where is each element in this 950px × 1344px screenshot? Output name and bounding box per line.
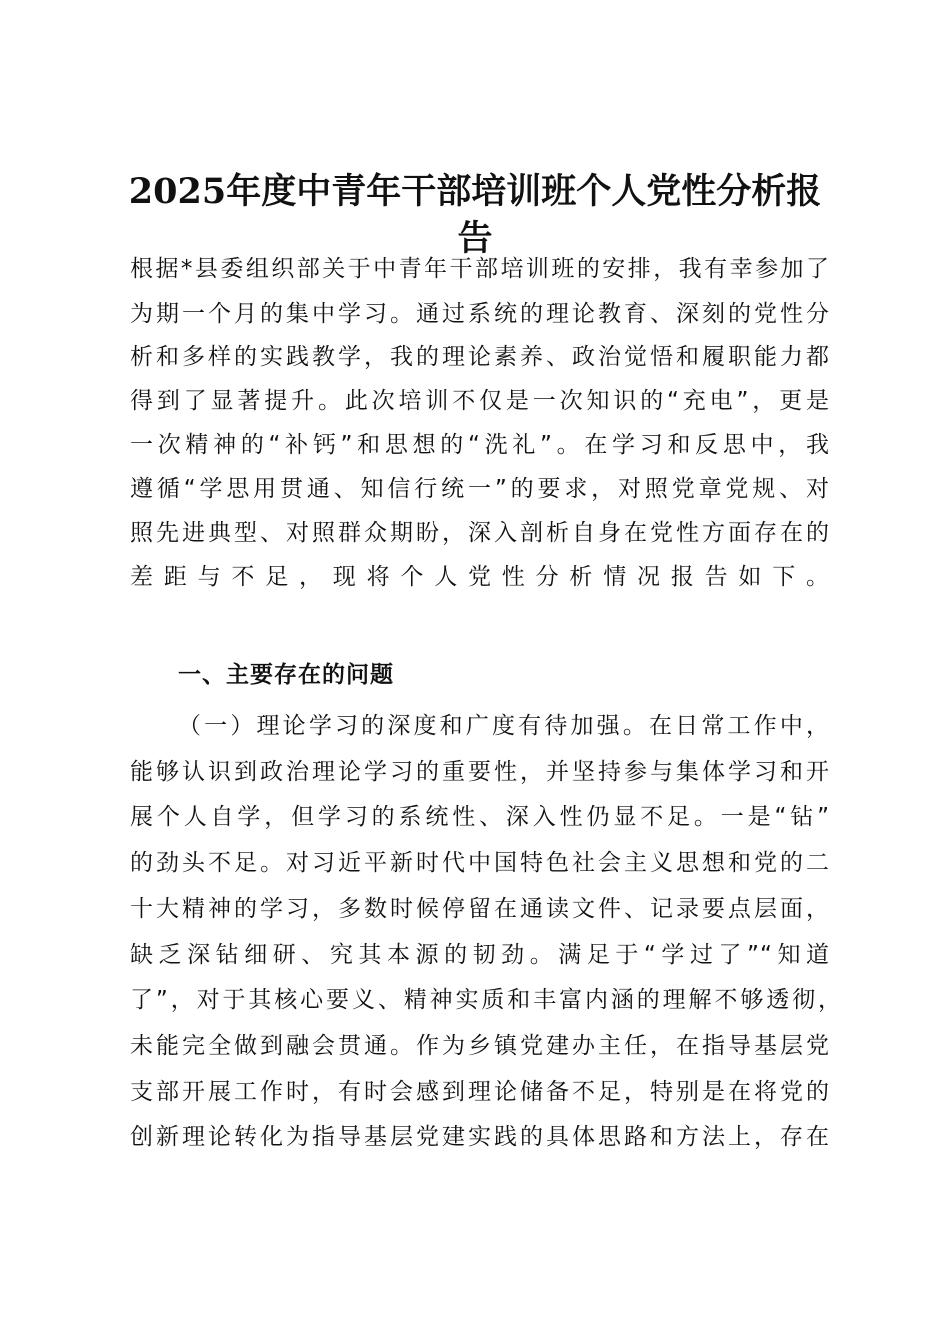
section-heading: 一、主要存在的问题 bbox=[178, 662, 394, 688]
body-line: 缺乏深钻细研、究其本源的韧劲。满足于“学过了”“知道 bbox=[130, 942, 830, 968]
intro-line: 照先进典型、对照群众期盼，深入剖析自身在党性方面存在的 bbox=[130, 520, 830, 546]
body-line: 支部开展工作时，有时会感到理论储备不足，特别是在将党的 bbox=[130, 1079, 830, 1105]
intro-line: 得到了显著提升。此次培训不仅是一次知识的“充电”，更是 bbox=[130, 388, 830, 414]
body-line: （一）理论学习的深度和广度有待加强。在日常工作中， bbox=[178, 713, 830, 739]
body-line: 的劲头不足。对习近平新时代中国特色社会主义思想和党的二 bbox=[130, 850, 830, 876]
body-line: 未能完全做到融会贯通。作为乡镇党建办主任，在指导基层党 bbox=[130, 1033, 830, 1059]
body-line: 了”，对于其核心要义、精神实质和丰富内涵的理解不够透彻， bbox=[130, 987, 842, 1013]
document-title-line-2: 告 bbox=[457, 218, 493, 259]
intro-line: 遵循“学思用贯通、知信行统一”的要求，对照党章党规、对 bbox=[130, 476, 830, 502]
intro-line: 差距与不足，现将个人党性分析情况报告如下。 bbox=[130, 564, 830, 590]
intro-line: 析和多样的实践教学，我的理论素养、政治觉悟和履职能力都 bbox=[130, 344, 830, 370]
body-line: 十大精神的学习，多数时候停留在通读文件、记录要点层面， bbox=[130, 896, 830, 922]
document-title-line-1: 2025年度中青年干部培训班个人党性分析报 bbox=[128, 171, 822, 212]
body-line: 能够认识到政治理论学习的重要性，并坚持参与集体学习和开 bbox=[130, 759, 830, 785]
body-line: 创新理论转化为指导基层党建实践的具体思路和方法上，存在 bbox=[130, 1124, 830, 1150]
intro-line: 一次精神的“补钙”和思想的“洗礼”。在学习和反思中，我 bbox=[130, 432, 830, 458]
body-line: 展个人自学，但学习的系统性、深入性仍显不足。一是“钻” bbox=[130, 804, 830, 830]
intro-line: 为期一个月的集中学习。通过系统的理论教育、深刻的党性分 bbox=[130, 301, 830, 327]
intro-line: 根据*县委组织部关于中青年干部培训班的安排，我有幸参加了 bbox=[130, 256, 830, 282]
